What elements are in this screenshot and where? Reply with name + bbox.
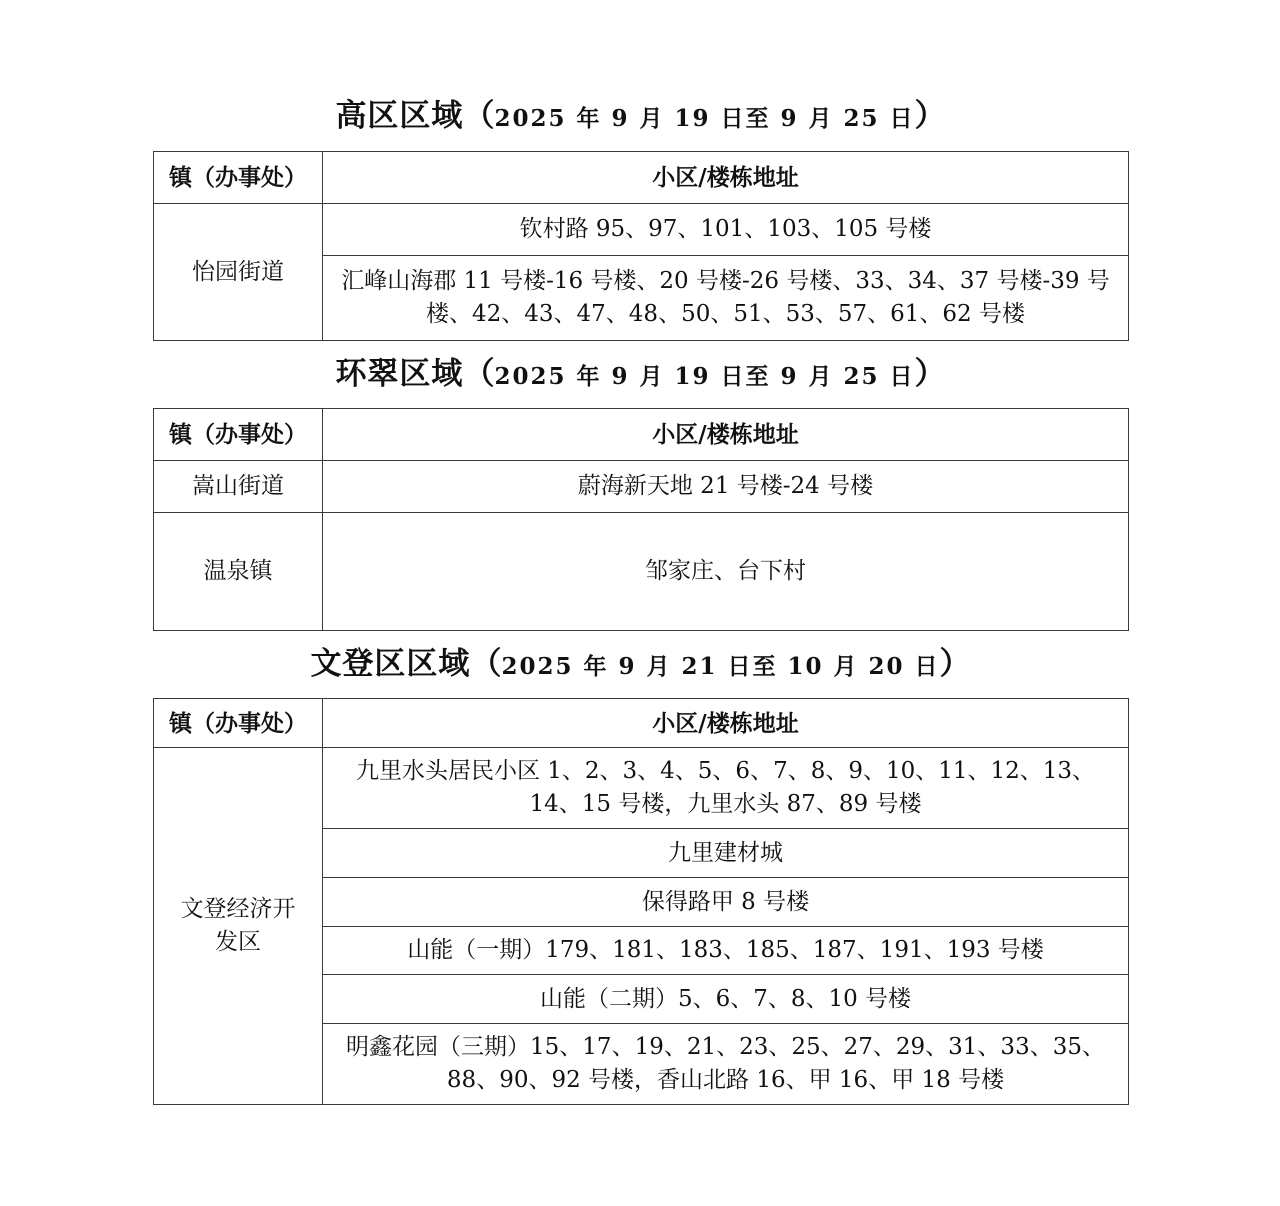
section-title-paren-close: ） [914, 356, 946, 392]
section-title-main: 文登区区域 [310, 646, 471, 682]
header-address: 小区/楼栋地址 [323, 699, 1129, 748]
table-header-row [154, 152, 1129, 204]
address-cell: 钦村路 95、97、101、103、105 号楼 [323, 204, 1129, 256]
header-town: 镇（办事处） [154, 152, 323, 204]
address-cell: 山能（二期）5、6、7、8、10 号楼 [323, 975, 1129, 1024]
section-title-wendeng [153, 646, 1128, 682]
table-header-row [154, 699, 1129, 748]
table-row [154, 748, 1129, 829]
address-cell: 明鑫花园（三期）15、17、19、21、23、25、27、29、31、33、35、88、90、92 号楼，香山北路 16、甲 16、甲 18 号楼 [323, 1024, 1129, 1105]
section-title-main: 高区区域 [335, 98, 464, 134]
table-header-row [154, 409, 1129, 461]
address-cell: 九里水头居民小区 1、2、3、4、5、6、7、8、9、10、11、12、13、14、15 号楼，九里水头 87、89 号楼 [323, 748, 1129, 829]
town-cell: 温泉镇 [154, 513, 323, 631]
section-title-main: 环翠区域 [335, 356, 464, 392]
section-date-range: 2025 年 9 月 19 日至 9 月 25 日 [494, 363, 915, 390]
section-title-paren-close: ） [939, 646, 971, 682]
address-cell: 汇峰山海郡 11 号楼-16 号楼、20 号楼-26 号楼、33、34、37 号楼-39 号楼、42、43、47、48、50、51、53、57、61、62 号楼 [323, 256, 1129, 341]
table-wendeng [153, 698, 1129, 1105]
header-address: 小区/楼栋地址 [323, 152, 1129, 204]
section-title-paren-open: （ [463, 356, 495, 392]
section-title-gaoqu [153, 98, 1128, 134]
town-cell: 怡园街道 [154, 204, 323, 341]
section-title-paren-open: （ [463, 98, 495, 134]
section-title-paren-open: （ [470, 646, 502, 682]
table-gaoqu [153, 151, 1129, 341]
header-town: 镇（办事处） [154, 409, 323, 461]
address-cell: 蔚海新天地 21 号楼-24 号楼 [323, 461, 1129, 513]
address-cell: 保得路甲 8 号楼 [323, 878, 1129, 927]
town-cell: 文登经济开发区 [154, 748, 323, 1105]
section-title-paren-close: ） [914, 98, 946, 134]
address-cell: 九里建材城 [323, 829, 1129, 878]
town-cell: 嵩山街道 [154, 461, 323, 513]
table-row [154, 513, 1129, 631]
table-row [154, 204, 1129, 256]
address-cell: 山能（一期）179、181、183、185、187、191、193 号楼 [323, 927, 1129, 975]
address-cell: 邹家庄、台下村 [323, 513, 1129, 631]
section-date-range: 2025 年 9 月 19 日至 9 月 25 日 [494, 105, 915, 132]
table-row [154, 461, 1129, 513]
section-title-huancui [153, 356, 1128, 392]
section-date-range: 2025 年 9 月 21 日至 10 月 20 日 [501, 653, 940, 680]
header-town: 镇（办事处） [154, 699, 323, 748]
table-huancui [153, 408, 1129, 631]
header-address: 小区/楼栋地址 [323, 409, 1129, 461]
